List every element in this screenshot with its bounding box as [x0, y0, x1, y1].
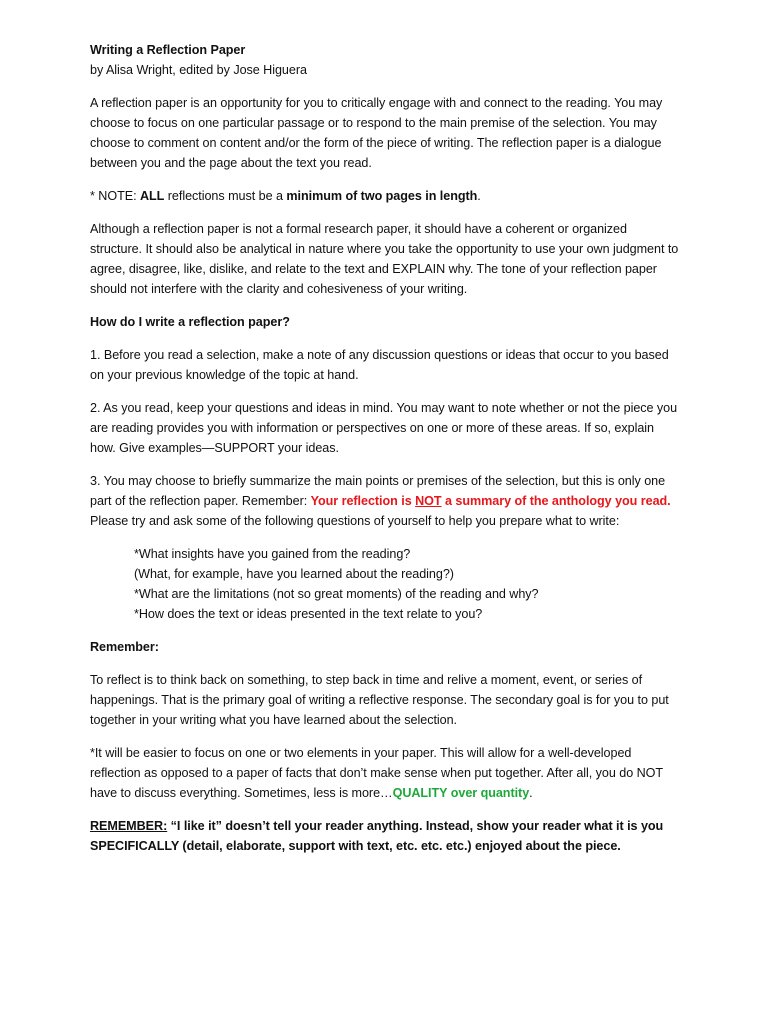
- question-item: *What insights have you gained from the reading?: [134, 547, 411, 561]
- step-1-paragraph: 1. Before you read a selection, make a note of any discussion questions or ideas that occur to you based on your previous knowledge of the topic at hand.: [90, 348, 669, 382]
- note-prefix: * NOTE:: [90, 189, 140, 203]
- note-middle: reflections must be a: [164, 189, 287, 203]
- focus-end: .: [529, 786, 533, 800]
- focus-paragraph: [90, 743, 680, 803]
- step-3-paragraph: [90, 471, 680, 531]
- question-item: (What, for example, have you learned about the reading?): [134, 567, 454, 581]
- step-3-start: 3. You may choose to briefly summarize the main points or premises of the selection, but this is only one part of the reflection paper. Remember:: [90, 474, 666, 508]
- note-end: .: [477, 189, 481, 203]
- intro-paragraph: A reflection paper is an opportunity for you to critically engage with and connect to the reading. You may choose to focus on one particular passage or to respond to the main premise of the selection. You may choose to comment on content and/or the form of the piece of writing. The reflection paper is a dialogue between you and the page about the text you read.: [90, 96, 663, 170]
- howto-heading: [90, 312, 680, 332]
- note-all: ALL: [139, 189, 165, 203]
- focus-text: *It will be easier to focus on one or two elements in your paper. This will allow for a well-developed reflection as opposed to a paper of facts that don’t make sense when put together. After all, you do NOT have to discuss everything. Sometimes, less is more…: [90, 746, 663, 800]
- remember-heading: [90, 637, 680, 657]
- remember-heading-text: Remember:: [90, 640, 159, 654]
- step-3-warning-b: a summary of the anthology you read.: [441, 494, 671, 508]
- quality-over-quantity: QUALITY over quantity: [392, 786, 530, 800]
- document-byline: by Alisa Wright, edited by Jose Higuera: [90, 63, 307, 77]
- question-item: *How does the text or ideas presented in the text relate to you?: [134, 607, 483, 621]
- final-remember-paragraph: [90, 816, 680, 856]
- note-minimum-length: minimum of two pages in length: [286, 189, 478, 203]
- step-3-warning-a: Your reflection is: [310, 494, 416, 508]
- final-remember-text: “I like it” doesn’t tell your reader anything. Instead, show your reader what it is you SPECIFICALLY (detail, elaborate, support with text, etc. etc. etc.) enjoyed about the piece.: [90, 819, 664, 853]
- structure-paragraph: Although a reflection paper is not a formal research paper, it should have a coherent or organized structure. It should also be analytical in nature where you take the opportunity to use your own judgment to agree, disagree, like, dislike, and relate to the text and EXPLAIN why. The tone of your reflection paper should not interfere with the clarity and cohesiveness of your writing.: [90, 222, 679, 296]
- question-list: [90, 544, 680, 624]
- howto-heading-text: How do I write a reflection paper?: [90, 315, 290, 329]
- final-remember-label: REMEMBER:: [90, 819, 168, 833]
- reflect-paragraph: To reflect is to think back on something, to step back in time and relive a moment, event, or series of happenings. That is the primary goal of writing a reflective response. The secondary goal is for you to put together in your writing what you have learned about the selection.: [90, 673, 669, 727]
- document-title: Writing a Reflection Paper: [90, 43, 246, 57]
- note-paragraph: [90, 186, 680, 206]
- question-item: *What are the limitations (not so great moments) of the reading and why?: [134, 587, 539, 601]
- step-3-warning-not: NOT: [415, 494, 442, 508]
- step-3-end: Please try and ask some of the following questions of yourself to help you prepare what to write:: [90, 514, 620, 528]
- step-2-paragraph: 2. As you read, keep your questions and ideas in mind. You may want to note whether or not the piece you are reading provides you with information or perspectives on one or more of these areas. If so, explain how. Give examples—SUPPORT your ideas.: [90, 401, 678, 455]
